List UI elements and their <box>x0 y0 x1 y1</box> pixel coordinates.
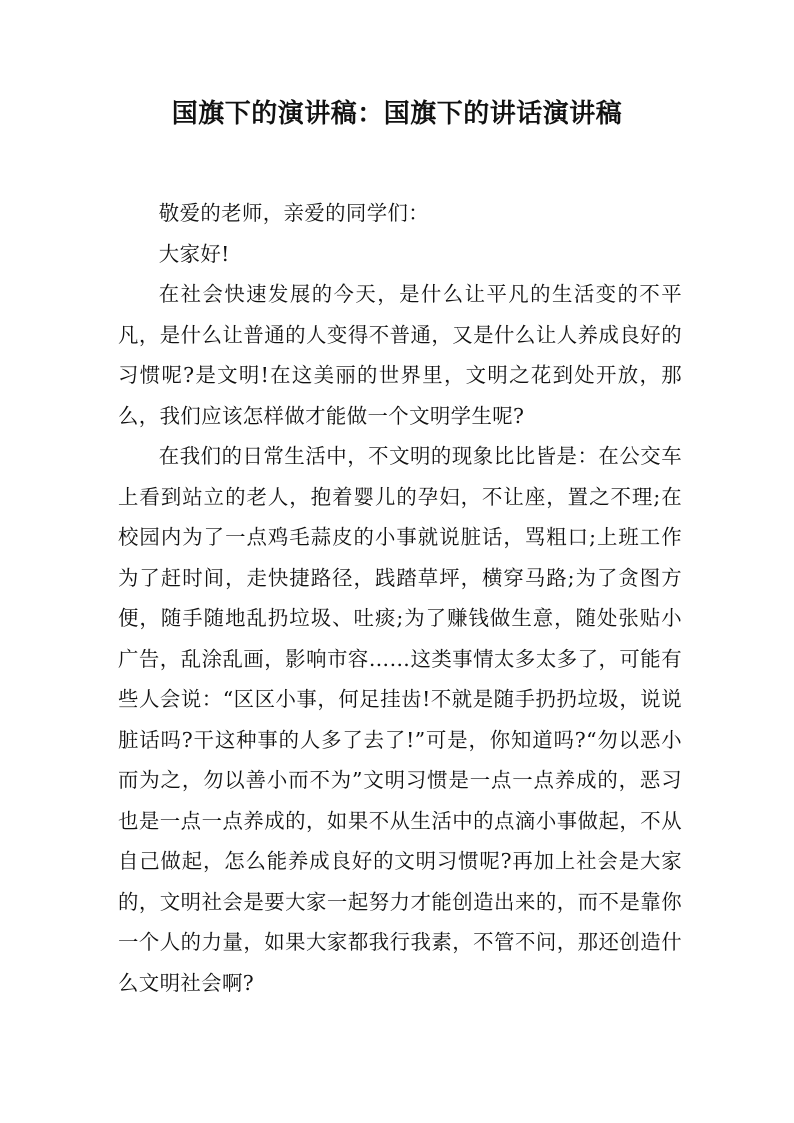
body-paragraph: 在社会快速发展的今天，是什么让平凡的生活变的不平凡，是什么让普通的人变得不普通，又是什么让人养成良好的习惯呢?是文明!在这美丽的世界里，文明之花到处开放，那么，我们应该怎样做才能做一个文明学生呢? <box>118 282 682 428</box>
salutation-paragraph: 敬爱的老师，亲爱的同学们： <box>158 201 430 225</box>
greeting-paragraph: 大家好! <box>158 241 230 266</box>
document-body <box>118 193 682 1003</box>
body-paragraph: 在我们的日常生活中，不文明的现象比比皆是：在公交车上看到站立的老人，抱着婴儿的孕妇，不让座，置之不理;在校园内为了一点鸡毛蒜皮的小事就说脏话，骂粗口;上班工作为了赶时间，走快捷路径，践踏草坪，横穿马路;为了贪图方便，随手随地乱扔垃圾、吐痰;为了赚钱做生意，随处张贴小广告，乱涂乱画，影响市容……这类事情太多太多了，可能有些人会说：“区区小事，何足挂齿!不就是随手扔扔垃圾，说说脏话吗?干这种事的人多了去了!”可是，你知道吗?“勿以恶小而为之，勿以善小而不为”文明习惯是一点一点养成的，恶习也是一点一点养成的，如果不从生活中的点滴小事做起，不从自己做起，怎么能养成良好的文明习惯呢?再加上社会是大家的，文明社会是要大家一起努力才能创造出来的，而不是靠你一个人的力量，如果大家都我行我素，不管不问，那还创造什么文明社会啊? <box>118 444 682 995</box>
document-title: 国旗下的演讲稿：国旗下的讲话演讲稿 <box>171 99 623 129</box>
